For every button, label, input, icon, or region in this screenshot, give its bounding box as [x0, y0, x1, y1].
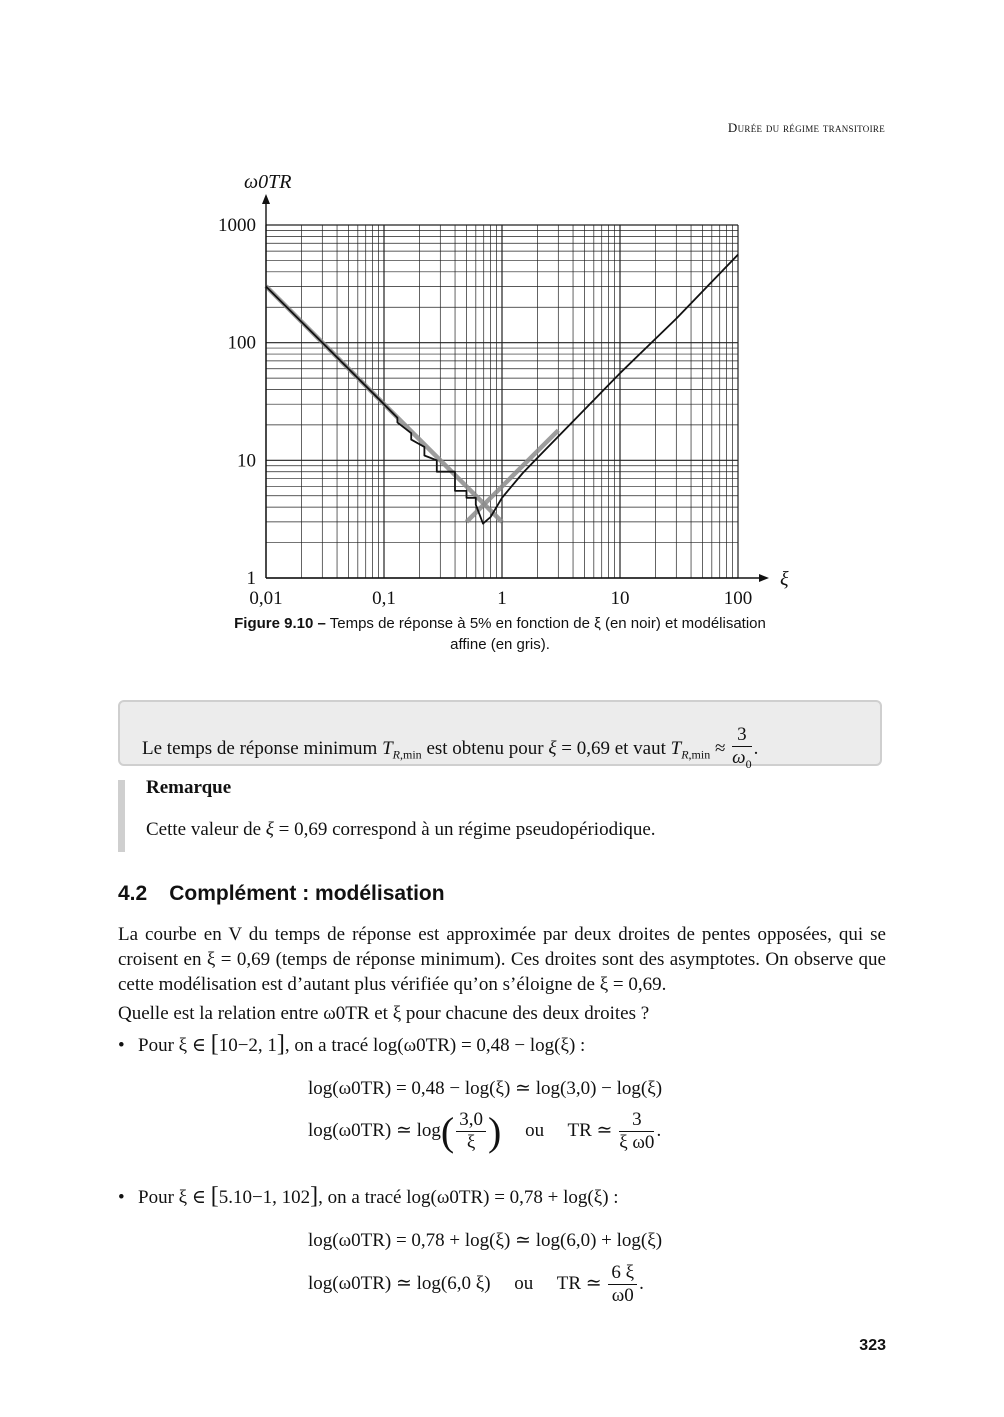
x-axis-arrow — [759, 574, 769, 582]
section-number: 4.2 — [118, 882, 148, 905]
result-box: Le temps de réponse minimum $T_{R,min}$ est obtenu pour ξ = 0,69 et vaut $T_{R,min}$ ≈ $\frac{3}{\omega_0}$ . — [118, 700, 882, 766]
section-heading — [118, 882, 445, 906]
bullet-1: • Pour ξ ∈ [10−2, 1], on a tracé log(ω0TR) = 0,48 − log(ξ) : — [118, 1031, 586, 1057]
bullet-2-interval: 5.10−1, 102 — [218, 1187, 311, 1208]
remark-text: Cette valeur de ξ = 0,69 correspond à un régime pseudopériodique. — [146, 819, 656, 840]
page-number: 323 — [859, 1337, 886, 1354]
x-tick-label: 0,01 — [249, 588, 283, 609]
eq-2b-ou: ou — [514, 1272, 534, 1294]
caption-text-2: affine (en gris). — [450, 636, 550, 653]
eq-2b-left: log(ω0TR) ≃ log(6,0 ξ) — [308, 1272, 491, 1294]
box-fraction-den: $\omega_0$ — [732, 747, 752, 771]
eq-1b-rden: ξ ω0 — [619, 1132, 655, 1153]
y-tick-label: 100 — [227, 332, 256, 354]
y-tick-label: 1 — [246, 568, 256, 589]
box-text-3: = 0,69 et vaut — [561, 737, 666, 759]
box-text-2: est obtenu pour — [426, 737, 544, 759]
box-fraction-num: 3 — [732, 724, 751, 747]
x-tick-label: 0,1 — [372, 588, 396, 609]
remark-text-1: Cette valeur de — [146, 819, 262, 840]
eq-2b-rden: ω0 — [611, 1285, 634, 1306]
x-tick-label: 100 — [723, 588, 753, 609]
remark-text-2: = 0,69 correspond à un régime pseudopériodique. — [278, 819, 656, 840]
bullet-2: • Pour ξ ∈ [5.10−1, 102], on a tracé log(ω0TR) = 0,78 + log(ξ) : — [118, 1183, 619, 1209]
y-tick-label: 1000 — [218, 215, 256, 236]
caption-text-1: Temps de réponse à 5% en fonction de ξ (en noir) et modélisation — [329, 615, 766, 632]
x-tick-label: 1 — [497, 588, 507, 609]
paragraph-2: Quelle est la relation entre ω0TR et ξ pour chacune des deux droites ? — [118, 1003, 650, 1024]
y-axis-label: ω0TR — [244, 171, 292, 193]
eq-1b-den: ξ — [466, 1132, 476, 1153]
section-title: Complément : modélisation — [169, 882, 445, 905]
bullet-2-text: Pour ξ ∈ — [138, 1187, 206, 1208]
running-head: Durée du régime transitoire — [727, 120, 885, 135]
eq-1b-num: 3,0 — [456, 1109, 486, 1132]
eq-2b-right: TR ≃ — [556, 1272, 602, 1294]
paragraph-1: La courbe en V du temps de réponse est approximée par deux droites de pentes opposées, qui se croisent en ξ = 0,69 (temps de réponse minimum). Ces droites sont des asymptotes. On observe que cette modélisation est d’autant plus vérifiée qu’on s’éloigne de ξ = 0,69. — [118, 924, 886, 995]
eq-1b-left: log(ω0TR) ≃ log — [308, 1119, 441, 1141]
eq-2b-rnum: 6 ξ — [608, 1262, 637, 1285]
chart-grid — [266, 225, 738, 578]
equation-1a: log(ω0TR) = 0,48 − log(ξ) ≃ log(3,0) − log(ξ) — [308, 1078, 663, 1099]
bullet-1-text-2: , on a tracé log(ω0TR) = 0,48 − log(ξ) : — [284, 1035, 586, 1056]
caption-label: Figure 9.10 – — [234, 615, 326, 632]
x-axis-label: ξ — [780, 568, 789, 590]
remark-bar — [118, 780, 125, 852]
box-fraction — [732, 724, 751, 775]
y-tick-label: 10 — [237, 450, 256, 472]
eq-1b-ou: ou — [525, 1119, 545, 1141]
eq-1b-rnum: 3 — [619, 1109, 654, 1132]
eq-1b-right: TR ≃ — [567, 1119, 613, 1141]
equation-2b: log(ω0TR) ≃ log(6,0 ξ) ou TR ≃ $\frac{6 \xi}{\omega 0}$ . — [308, 1262, 644, 1306]
equation-2a: log(ω0TR) = 0,78 + log(ξ) ≃ log(6,0) + log(ξ) — [308, 1230, 663, 1251]
remark-title: Remarque — [146, 777, 232, 798]
equation-1b: log(ω0TR) ≃ log( $\frac{3,0}{\xi}$ ) ou TR ≃ $\frac{3}{\text{ξ ω0}}$ . — [308, 1109, 662, 1154]
series-line-asymptote — [467, 430, 559, 522]
bullet-2-text-2: , on a tracé log(ω0TR) = 0,78 + log(ξ) : — [318, 1187, 619, 1208]
figure-caption — [140, 613, 860, 655]
box-text-1: Le temps de réponse minimum — [142, 737, 378, 759]
bullet-1-text: Pour ξ ∈ — [138, 1035, 206, 1056]
y-axis-arrow — [262, 194, 270, 204]
x-tick-label: 10 — [610, 588, 630, 609]
bullet-1-interval: 10−2, 1 — [218, 1035, 277, 1056]
response-time-chart — [200, 160, 800, 610]
